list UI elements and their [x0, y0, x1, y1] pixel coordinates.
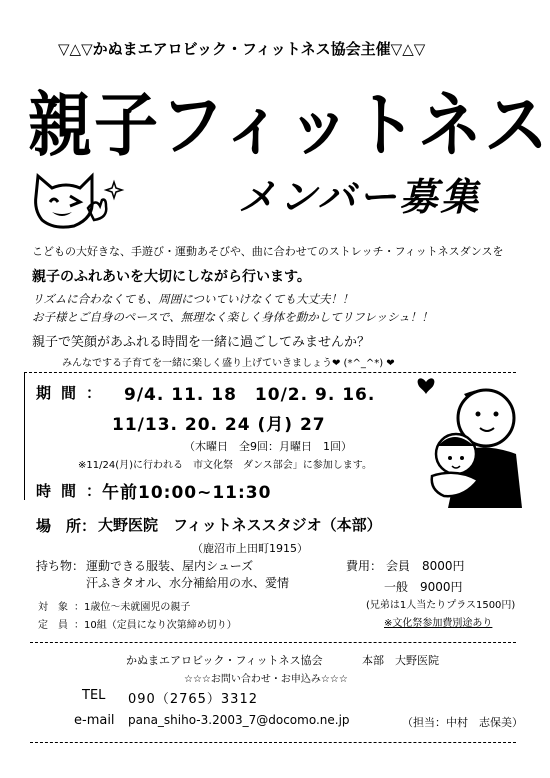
sessions-note: （木曜日 全9回：月曜日 1回）: [184, 440, 352, 453]
email-address[interactable]: pana_shiho-3.2003_7@docomo.ne.jp: [128, 713, 350, 727]
contact-inquiry: ☆☆☆お問い合わせ・お申込み☆☆☆: [184, 674, 348, 685]
items-line-2: 汗ふきタオル、水分補給用の水、愛情: [86, 576, 290, 590]
target-label: 対 象: [38, 602, 68, 613]
contact-box-top: [30, 642, 516, 643]
fee-festival-note: ※文化祭参加費別途あり: [384, 618, 493, 629]
intro-line-5: 親子で笑顔があふれる時間を一緒に過ごしてみませんか？: [32, 335, 371, 350]
venue-address: （鹿沼市上田町1915）: [192, 542, 308, 555]
period-dates-2: 11/13. 20. 24 (月) 27: [112, 415, 326, 435]
contact-org-name: かぬまエアロビック・フィットネス協会: [126, 654, 323, 667]
tel-label: TEL: [82, 688, 106, 703]
capacity-value: ：10組（定員になり次第締め切り）: [74, 620, 237, 631]
items-line-1: 運動できる服装、屋内シューズ: [86, 559, 254, 573]
place-value: 大野医院 フィットネススタジオ（本部）: [98, 516, 382, 534]
fee-label: 費用：: [346, 559, 383, 573]
place-label: 場 所：: [36, 517, 97, 535]
email-label: e-mail: [74, 713, 115, 728]
period-label: 期間：: [36, 384, 112, 402]
schedule-left-border: [24, 372, 25, 500]
period-dates-1: 9/4. 11. 18 10/2. 9. 16.: [124, 385, 376, 405]
contact-box-bottom: [30, 742, 516, 743]
fee-member: 会員 8000円: [386, 559, 465, 573]
time-value: 午前10:00~11:30: [102, 483, 272, 503]
capacity-label: 定 員: [38, 620, 68, 631]
time-label: 時間：: [36, 482, 112, 500]
parent-child-illustration: [404, 372, 534, 508]
page-title: 親子フィットネス: [28, 86, 550, 167]
page-subtitle: メンバー募集: [238, 175, 482, 219]
intro-line-1: こどもの大好きな、手遊び・運動あそびや、曲に合わせてのストレッチ・フィットネスダンスを: [32, 245, 504, 258]
contact-hq: 本部 大野医院: [362, 654, 439, 667]
intro-line-6: みんなでする子育てを一緒に楽しく盛り上げていきましょう❤ (*^_^*) ❤: [62, 358, 395, 369]
cat-illustration: [28, 172, 128, 234]
target-value: ：1歳位～未就園児の親子: [74, 602, 191, 613]
organizer-line: ▽△▽かぬまエアロビック・フィットネス協会主催▽△▽: [58, 40, 426, 58]
fee-child-note: (兄弟は1人当たりプラス1500円): [366, 600, 516, 611]
items-label: 持ち物：: [36, 559, 85, 573]
intro-line-3: リズムに合わなくても、周囲についていけなくても大丈夫！！: [32, 292, 354, 306]
tel-number: 090（2765）3312: [128, 692, 258, 707]
festival-note: ※11/24(月)に行われる 市文化祭 ダンス部会」に参加します。: [78, 460, 372, 471]
contact-person: （担当：中村 志保美）: [402, 716, 523, 729]
intro-line-2: 親子のふれあいを大切にしながら行います。: [32, 269, 311, 285]
fee-general: 一般 9000円: [384, 580, 463, 594]
intro-line-4: お子様とご自身のペースで、無理なく楽しく身体を動かしてリフレッシュ！！: [32, 310, 433, 324]
